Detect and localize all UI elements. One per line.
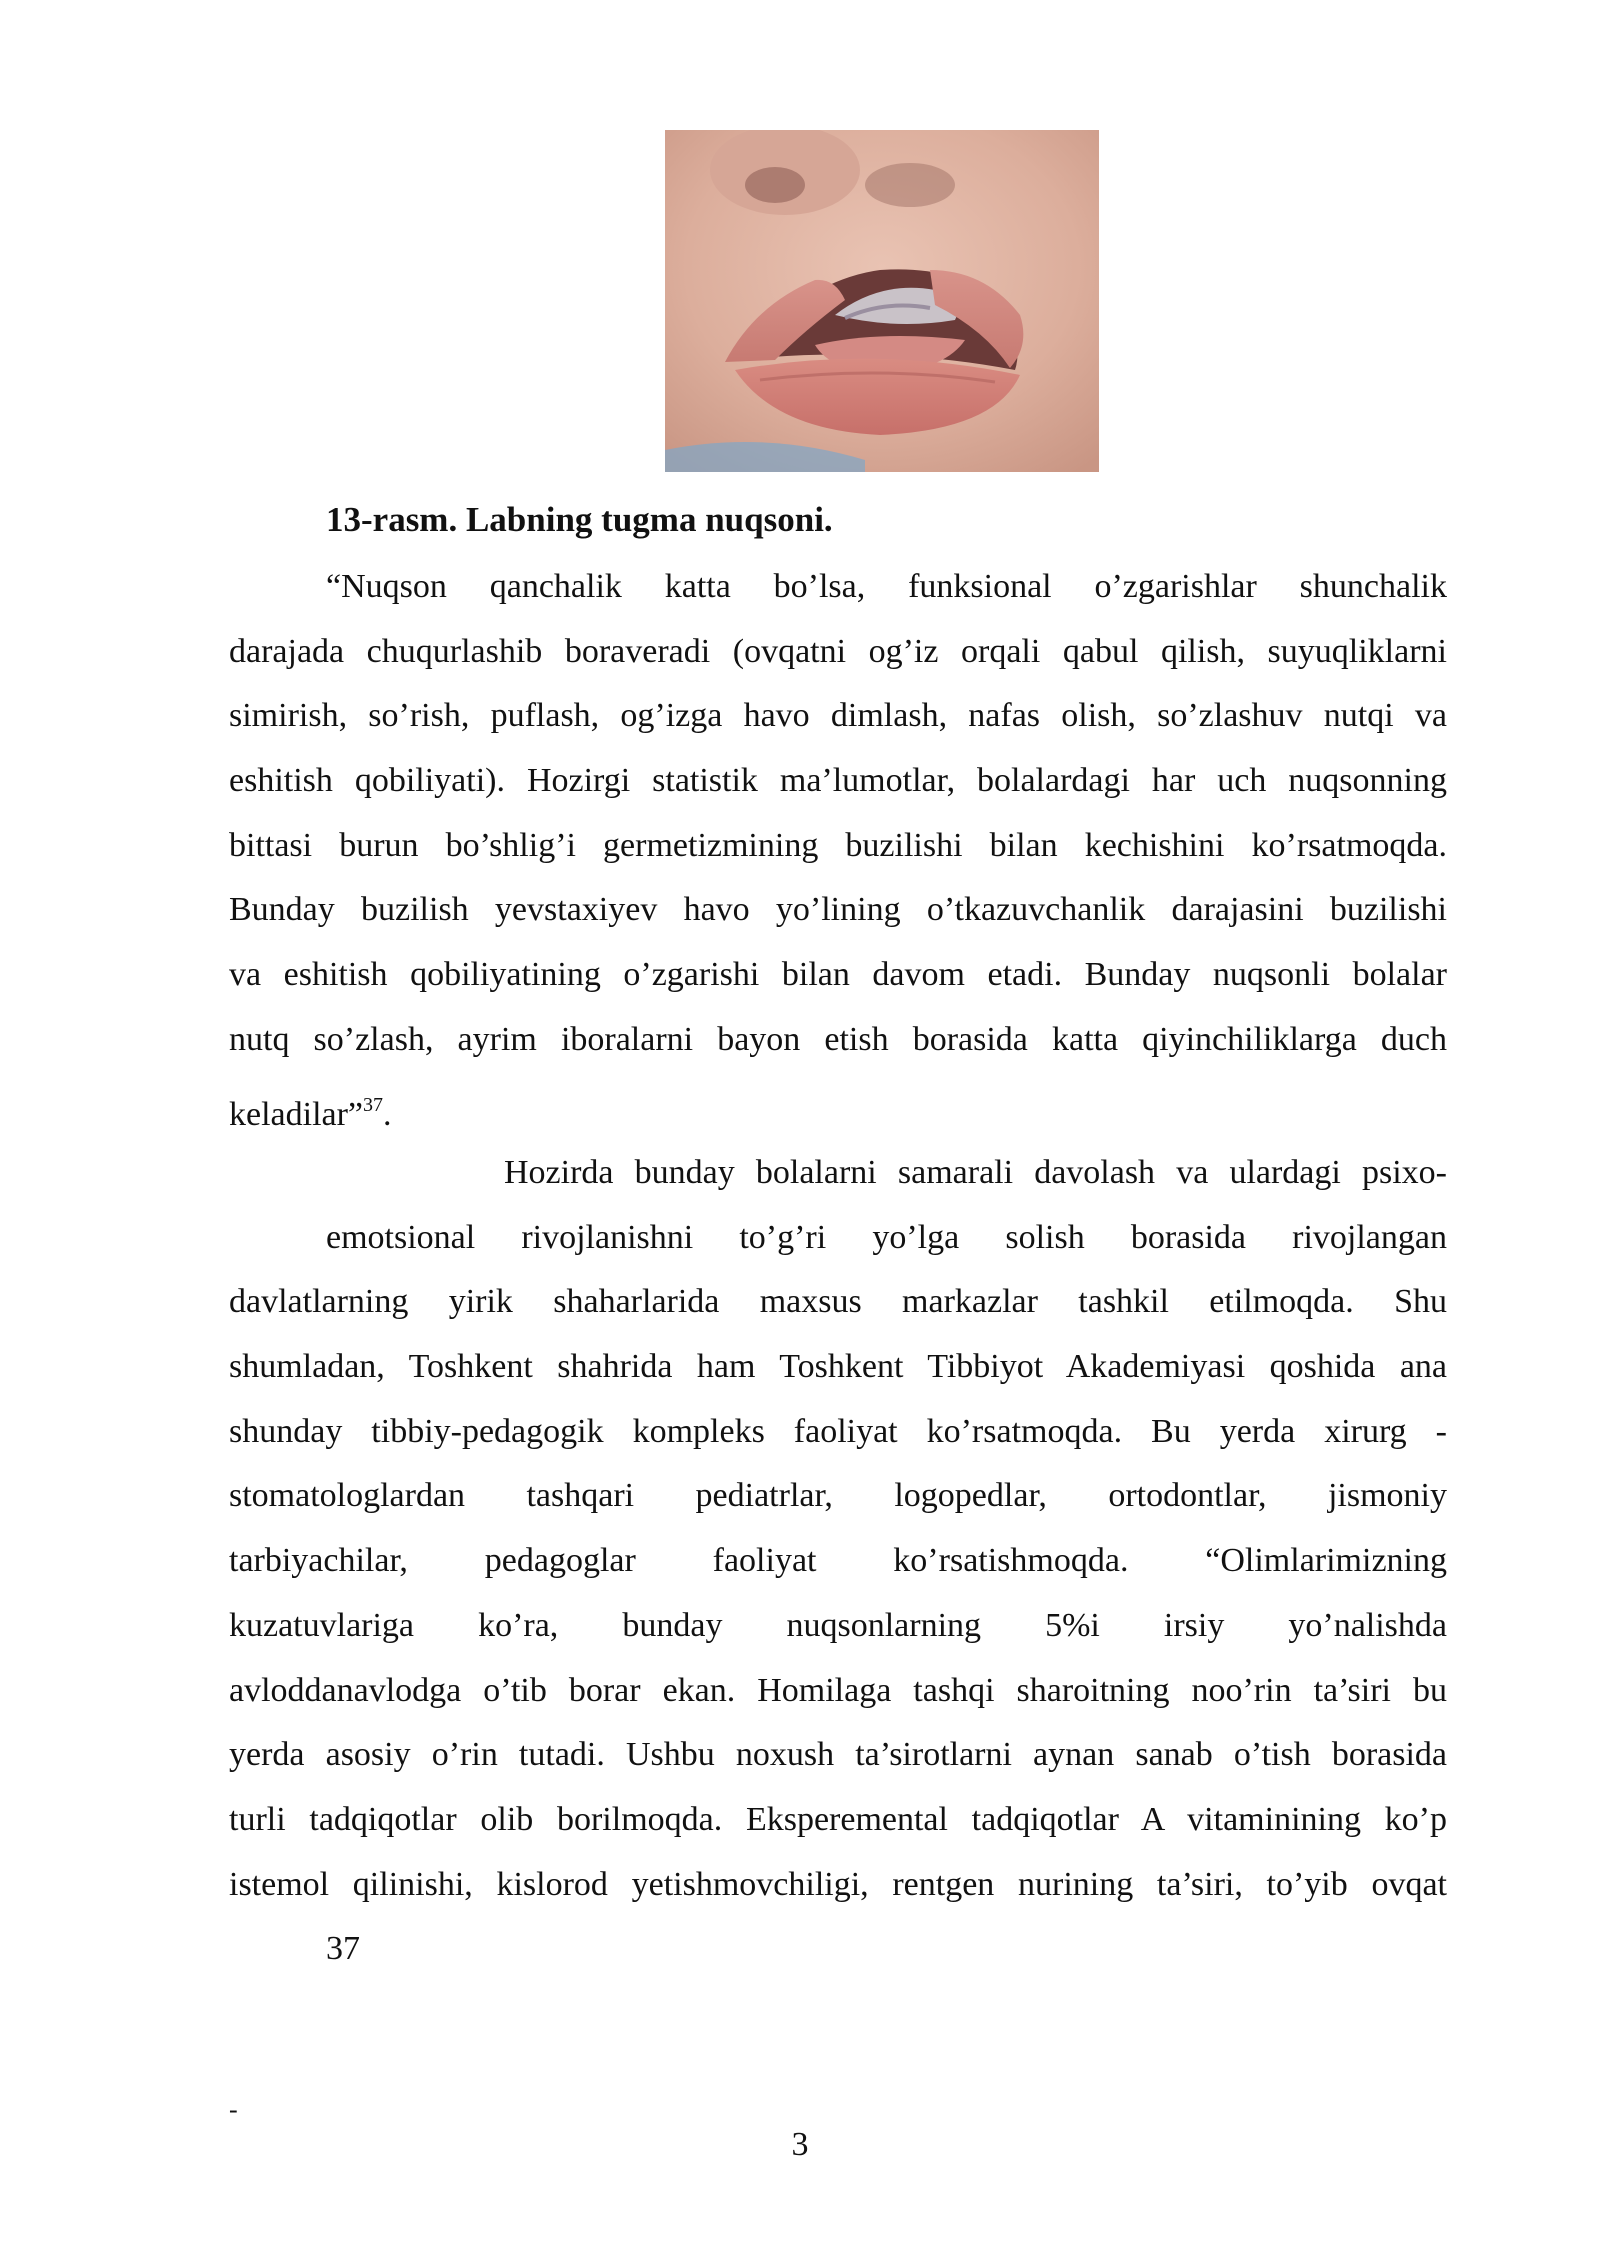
text-line: eshitish qobiliyati). Hozirgi statistik ma’lumotlar, bolalardagi har uch nuqsonning <box>229 762 1447 800</box>
text-line: shunday tibbiy-pedagogik kompleks faoliyat ko’rsatmoqda. Bu yerda xirurg - <box>229 1412 1447 1450</box>
text-line: bittasi burun bo’shlig’i germetizmining buzilishi bilan kechishini ko’rsatmoqda. <box>229 826 1447 864</box>
last-line-text: keladilar” <box>229 1095 364 1133</box>
cleft-lip-photo <box>665 130 1099 472</box>
footnote-number: 37 <box>326 1930 360 1967</box>
paragraph-body <box>229 1141 1447 1917</box>
text-line: istemol qilinishi, kislorod yetishmovchiligi, rentgen nurining ta’siri, to’yib ovqat <box>229 1865 1447 1903</box>
footnote-reference[interactable]: 37 <box>363 1093 384 1116</box>
figure-caption: 13-rasm. Labning tugma nuqsoni. <box>326 500 833 539</box>
text-line: Bunday buzilish yevstaxiyev havo yo’lining o’tkazuvchanlik darajasini buzilishi <box>229 891 1447 929</box>
text-line: yerda asosiy o’rin tutadi. Ushbu noxush ta’sirotlarni aynan sanab o’tish borasida <box>229 1736 1447 1774</box>
text-line: Hozirda bunday bolalarni samarali davolash va ulardagi psixo- <box>504 1154 1447 1191</box>
text-line: stomatologlardan tashqari pediatrlar, logopedlar, ortodontlar, jismoniy <box>229 1477 1447 1515</box>
last-line-end: . <box>383 1095 392 1133</box>
text-line: davlatlarning yirik shaharlarida maxsus markazlar tashkil etilmoqda. Shu <box>229 1283 1447 1321</box>
text-line: “Nuqson qanchalik katta bo’lsa, funksional o’zgarishlar shunchalik <box>326 568 1447 605</box>
text-line: tarbiyachilar, pedagoglar faoliyat ko’rsatishmoqda. “Olimlarimizning <box>229 1542 1447 1580</box>
text-line: kuzatuvlariga ko’ra, bunday nuqsonlarning 5%i irsiy yo’nalishda <box>229 1606 1447 1644</box>
cleft-lip-illustration <box>665 130 1099 472</box>
text-line: va eshitish qobiliyatining o’zgarishi bilan davom etadi. Bunday nuqsonli bolalar <box>229 956 1447 994</box>
text-line-last <box>229 1073 1447 1138</box>
footnote-separator: - <box>229 2095 238 2124</box>
text-line: darajada chuqurlashib boraveradi (ovqatni og’iz orqali qabul qilish, suyuqliklarni <box>229 632 1447 670</box>
text-line: avloddanavlodga o’tib borar ekan. Homilaga tashqi sharoitning noo’rin ta’siri bu <box>229 1671 1447 1709</box>
paragraph-quote <box>229 555 1447 1137</box>
text-line: emotsional rivojlanishni to’g’ri yo’lga solish borasida rivojlangan <box>326 1218 1447 1256</box>
text-line: simirish, so’rish, puflash, og’izga havo dimlash, nafas olish, so’zlashuv nutqi va <box>229 697 1447 735</box>
text-line: nutq so’zlash, ayrim iboralarni bayon etish borasida katta qiyinchiliklarga duch <box>229 1020 1447 1058</box>
text-line: turli tadqiqotlar olib borilmoqda. Eksperemental tadqiqotlar A vitaminining ko’p <box>229 1800 1447 1838</box>
text-line: shumladan, Toshkent shahrida ham Toshkent Tibbiyot Akademiyasi qoshida ana <box>229 1348 1447 1386</box>
page-number: 3 <box>791 2126 809 2163</box>
